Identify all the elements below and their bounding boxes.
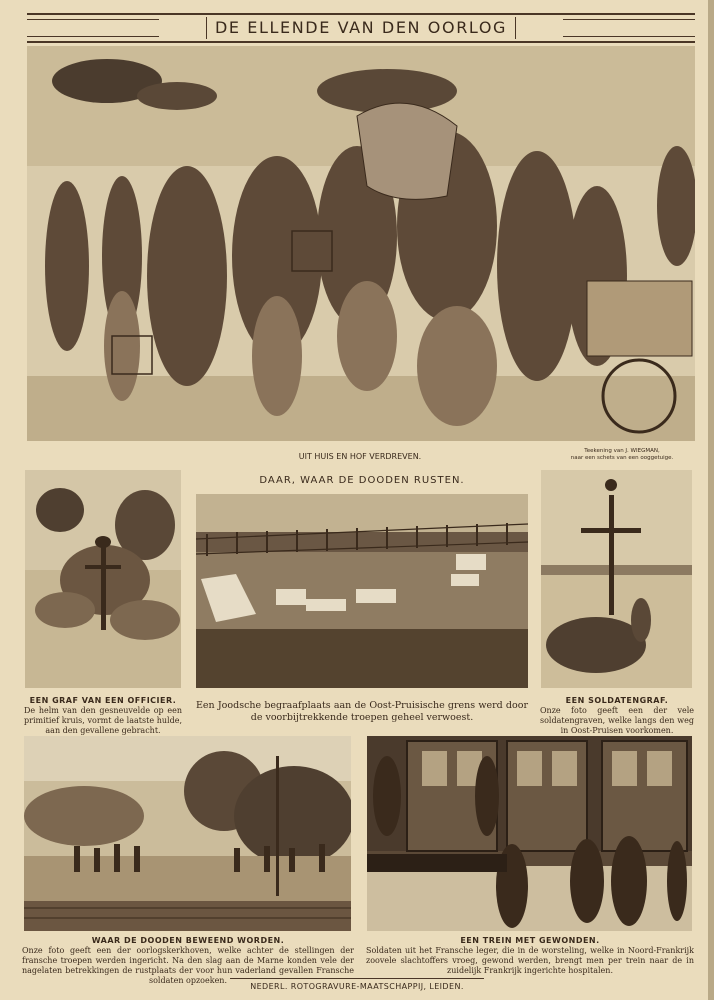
caption-jewish-cemetery xyxy=(196,700,528,724)
illustration-refugees xyxy=(27,46,695,441)
caption-officer-grave-text: De helm van den gesneuvelde op een primitief kruis, vormt de laatste hulde, aan den gevallene gebracht. xyxy=(24,706,182,735)
caption-officer-grave-title: EEN GRAF VAN EEN OFFICIER. xyxy=(29,696,177,705)
page-title: DE ELLENDE VAN DEN OORLOG xyxy=(206,17,516,39)
publisher-footer: NEDERL. ROTOGRAVURE-MAATSCHAPPIJ, LEIDEN. xyxy=(230,978,484,991)
caption-soldier-grave-text: Onze foto geeft een der vele soldatengraven, welke langs den weg in Oost-Pruisen voorkomen. xyxy=(540,706,694,735)
caption-officer-grave xyxy=(24,696,182,736)
caption-train xyxy=(366,936,694,976)
caption-jewish-cemetery-text: Een Joodsche begraafplaats aan de Oost-Pruisische grens werd door de voorbijtrekkende troepen geheel verwoest. xyxy=(196,700,528,723)
page-edge xyxy=(708,0,714,1000)
photo-jewish-cemetery xyxy=(196,494,528,688)
caption-train-title: EEN TREIN MET GEWONDEN. xyxy=(460,936,600,945)
photo-mourning xyxy=(24,736,351,931)
caption-train-text: Soldaten uit het Fransche leger, die in de worsteling, welke in Noord-Frankrijk zoovele slachtoffers vroeg, gewond werden, brengt men per trein naar de in zuidelijk Frankrijk ingerichte hospitalen. xyxy=(366,946,694,975)
caption-soldier-grave-title: EEN SOLDATENGRAF. xyxy=(565,696,669,705)
caption-soldier-grave xyxy=(540,696,694,736)
photo-soldier-grave xyxy=(541,470,692,688)
masthead xyxy=(27,13,695,43)
illustration-credit: Teekening van J. WIEGMAN, naar een schets van een ooggetuige. xyxy=(570,448,674,461)
section-title: DAAR, WAAR DE DOODEN RUSTEN. xyxy=(259,475,465,486)
photo-officer-grave xyxy=(25,470,181,688)
caption-mourning-title: WAAR DE DOODEN BEWEEND WORDEN. xyxy=(91,936,285,945)
caption-mourning-text: Onze foto geeft een der oorlogskerkhoven, welke achter de stellingen der fransche troepen werden ingericht. Na den slag aan de Marne konden vele der nagelaten betrekkingen de rustplaats der voor hun vaderland gevallen Fransche soldaten opzoeken. xyxy=(22,946,354,985)
illustration-caption: UIT HUIS EN HOF VERDREVEN. xyxy=(298,452,422,461)
photo-train xyxy=(367,736,692,931)
